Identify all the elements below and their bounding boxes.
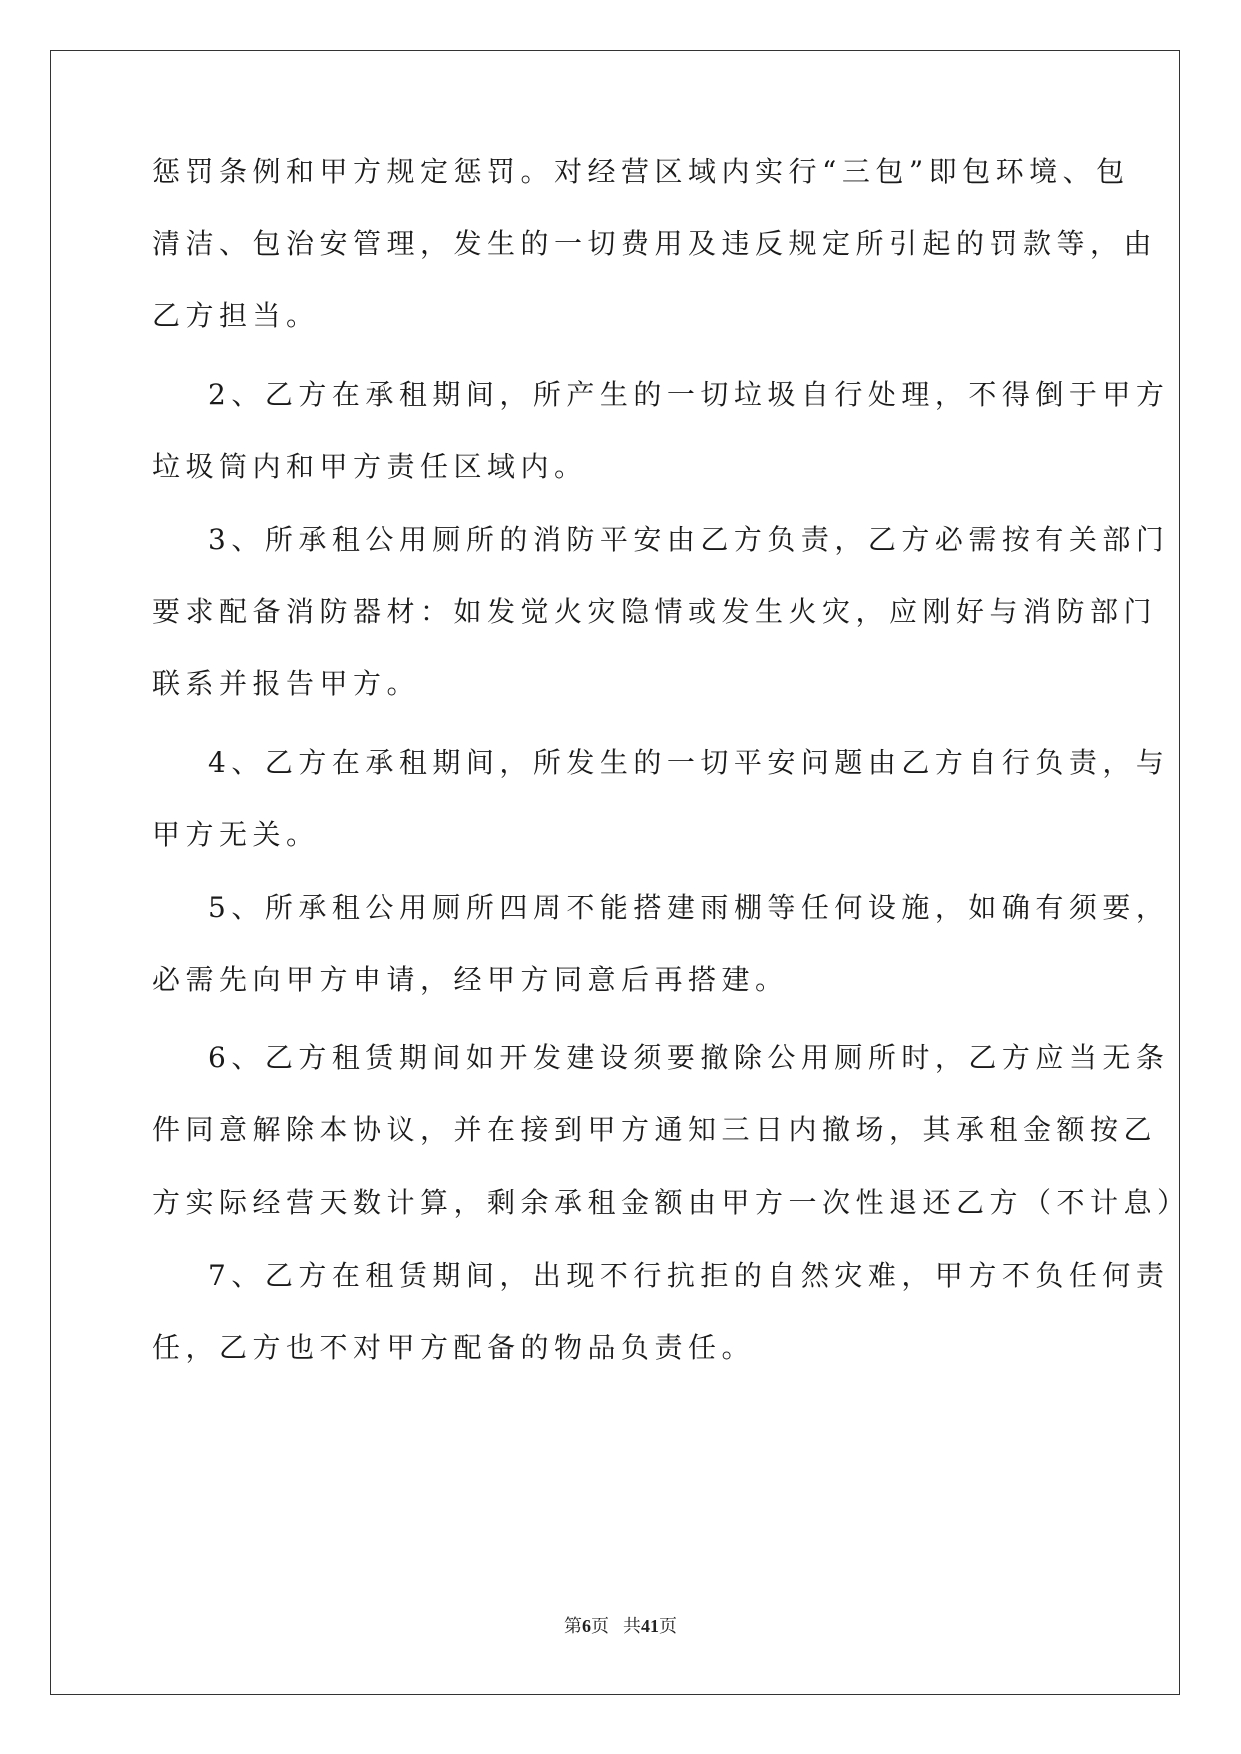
text-line: 必需先向甲方申请，经甲方同意后再搭建。 bbox=[152, 963, 789, 996]
text-line: 要求配备消防器材：如发觉火灾隐情或发生火灾，应刚好与消防部门 bbox=[152, 595, 1158, 628]
text-line: 3、所承租公用厕所的消防平安由乙方负责，乙方必需按有关部门 bbox=[208, 523, 1170, 556]
text-line: 4、乙方在承租期间，所发生的一切平安问题由乙方自行负责，与 bbox=[208, 746, 1170, 779]
total-prefix: 共 bbox=[623, 1616, 641, 1636]
text-line: 联系并报告甲方。 bbox=[152, 667, 421, 700]
text-line: 垃圾筒内和甲方责任区域内。 bbox=[152, 450, 588, 483]
text-line: 方实际经营天数计算，剩余承租金额由甲方一次性退还乙方（不计息） bbox=[152, 1186, 1191, 1219]
text-line: 惩罚条例和甲方规定惩罚。对经营区域内实行“三包”即包环境、包 bbox=[152, 155, 1130, 188]
total-pages: 41 bbox=[641, 1616, 659, 1636]
page-footer bbox=[0, 1614, 1241, 1638]
text-line: 5、所承租公用厕所四周不能搭建雨棚等任何设施，如确有须要， bbox=[208, 891, 1170, 924]
text-line: 2、乙方在承租期间，所产生的一切垃圾自行处理，不得倒于甲方 bbox=[208, 378, 1170, 411]
page-number: 6 bbox=[582, 1616, 591, 1636]
text-line: 7、乙方在租赁期间，出现不行抗拒的自然灾难，甲方不负任何责 bbox=[208, 1259, 1170, 1292]
text-line: 件同意解除本协议，并在接到甲方通知三日内撤场，其承租金额按乙 bbox=[152, 1113, 1158, 1146]
text-line: 乙方担当。 bbox=[152, 299, 320, 332]
page-suffix: 页 bbox=[591, 1616, 609, 1636]
text-line: 任，乙方也不对甲方配备的物品负责任。 bbox=[152, 1331, 756, 1364]
text-line: 清洁、包治安管理，发生的一切费用及违反规定所引起的罚款等，由 bbox=[152, 227, 1158, 260]
page-prefix: 第 bbox=[564, 1616, 582, 1636]
text-line: 6、乙方租赁期间如开发建设须要撤除公用厕所时，乙方应当无条 bbox=[208, 1041, 1170, 1074]
text-line: 甲方无关。 bbox=[152, 818, 320, 851]
page-border bbox=[50, 50, 1180, 1695]
total-suffix: 页 bbox=[659, 1616, 677, 1636]
